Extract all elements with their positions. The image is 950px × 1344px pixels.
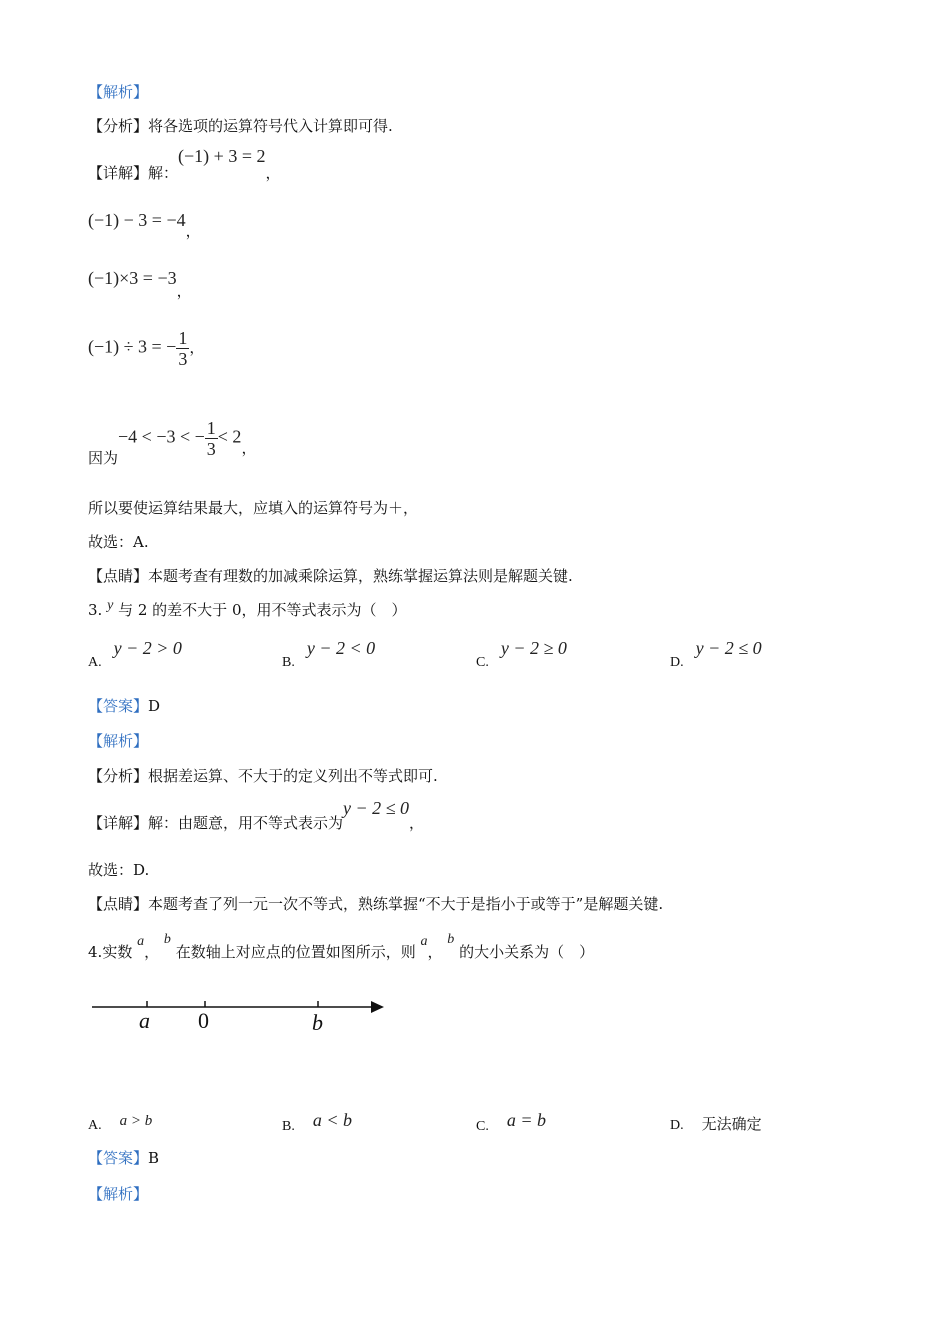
guxuan-line: 故选：A.	[88, 533, 149, 551]
xiangjie-expr: y − 2 ≤ 0	[343, 798, 410, 818]
equation-3-line	[88, 268, 192, 300]
dianjing-text: 本题考查了列一元一次不等式，熟练掌握“不大于是指小于或等于”是解题关键.	[148, 895, 664, 913]
q3-guxuan-line: 故选：D.	[88, 861, 150, 879]
q3-dianjing-line	[88, 894, 663, 914]
xiangjie-tag: 【详解】	[88, 814, 149, 832]
axis-arrow	[371, 1001, 384, 1013]
q4-option-b[interactable]: B. a < b	[282, 1110, 352, 1134]
equation-2: (−1) − 3 = −4	[88, 210, 186, 230]
answer-tag: 【答案】	[88, 697, 149, 715]
question-text: 与 2 的差不大于 0，用不等式表示为（ ）	[118, 601, 407, 619]
suoyi-line: 所以要使运算结果最大，应填入的运算符号为＋，	[88, 499, 419, 517]
comma: ，	[176, 282, 192, 300]
q4-option-a[interactable]: A. a > b	[88, 1113, 153, 1133]
answer-value: B	[148, 1149, 160, 1167]
label-a: a	[139, 1008, 150, 1033]
equation-4-left: (−1) ÷ 3 = −	[88, 336, 177, 357]
answer-tag: 【答案】	[88, 1149, 149, 1167]
jiexi-tag: 【解析】	[88, 1185, 149, 1203]
q3-option-a[interactable]: A.y − 2 > 0	[88, 638, 182, 670]
answer-value: D	[148, 697, 161, 715]
question-number: 4.	[88, 943, 103, 961]
fraction-one-third: $\frac{1}{3}$	[178, 328, 188, 369]
comma: ，	[144, 943, 160, 961]
q3-option-d[interactable]: D.y − 2 ≤ 0	[670, 638, 762, 670]
q3-fenxi-line	[88, 766, 438, 786]
question-3-stem	[88, 600, 407, 622]
comma: ，	[427, 943, 443, 961]
var-a: a	[137, 934, 145, 949]
var-b: b	[447, 932, 455, 947]
comma: ，	[409, 814, 425, 832]
fenxi-line	[88, 116, 393, 136]
xiangjie-tag: 【详解】	[88, 164, 149, 182]
var-a: a	[420, 934, 428, 949]
jiexi-tag: 【解析】	[88, 732, 149, 750]
q3-option-b[interactable]: B.y − 2 < 0	[282, 638, 376, 670]
comma: ，	[185, 222, 201, 240]
label-zero: 0	[198, 1008, 209, 1033]
var-y: y	[107, 598, 114, 613]
jiexi-tag: 【解析】	[88, 83, 149, 101]
stem-end-text: 的大小关系为（ ）	[459, 943, 595, 961]
q3-answer-line	[88, 696, 160, 716]
yinwei-text: 因为	[88, 448, 119, 467]
fenxi-text: 将各选项的运算符号代入计算即可得.	[148, 117, 393, 135]
comma: ，	[189, 338, 205, 357]
equation-4-line	[88, 328, 204, 369]
label-b: b	[312, 1010, 323, 1035]
stem-mid-text: 在数轴上对应点的位置如图所示，则	[175, 943, 416, 961]
q4-option-d[interactable]: D. 无法确定	[670, 1115, 762, 1133]
fraction-one-third: $\frac{1}{3}$	[206, 418, 216, 459]
equation-2-line	[88, 210, 201, 240]
q4-answer-line	[88, 1148, 159, 1168]
var-b: b	[163, 932, 171, 947]
dianjing-tag: 【点睛】	[88, 895, 149, 913]
shishu-text: 实数	[102, 943, 133, 961]
equation-3: (−1)×3 = −3	[88, 268, 177, 288]
question-number: 3.	[88, 601, 103, 619]
fenxi-tag: 【分析】	[88, 117, 149, 135]
comma: ，	[241, 438, 257, 457]
inequality-right: < 2	[217, 426, 242, 447]
number-line-figure	[88, 990, 388, 1040]
dianjing-tag: 【点睛】	[88, 567, 149, 585]
question-4-stem	[88, 932, 595, 964]
dianjing-line	[88, 566, 573, 586]
q3-option-c[interactable]: C.y − 2 ≥ 0	[476, 638, 567, 670]
comma: ，	[265, 164, 281, 182]
q3-xiangjie-line	[88, 798, 425, 833]
q4-option-c[interactable]: C. a = b	[476, 1110, 546, 1134]
dianjing-text: 本题考查有理数的加减乘除运算，熟练掌握运算法则是解题关键.	[148, 567, 573, 585]
fenxi-text: 根据差运算、不大于的定义列出不等式即可.	[148, 767, 438, 785]
xiangjie-text: 解：由题意，用不等式表示为	[148, 814, 344, 832]
equation-1: (−1) + 3 = 2	[178, 146, 266, 166]
inequality-line	[88, 418, 257, 467]
inequality-left: −4 < −3 < −	[118, 426, 205, 447]
fenxi-tag: 【分析】	[88, 767, 149, 785]
xiangjie-line	[88, 146, 281, 183]
jie-text: 解：	[148, 164, 179, 182]
